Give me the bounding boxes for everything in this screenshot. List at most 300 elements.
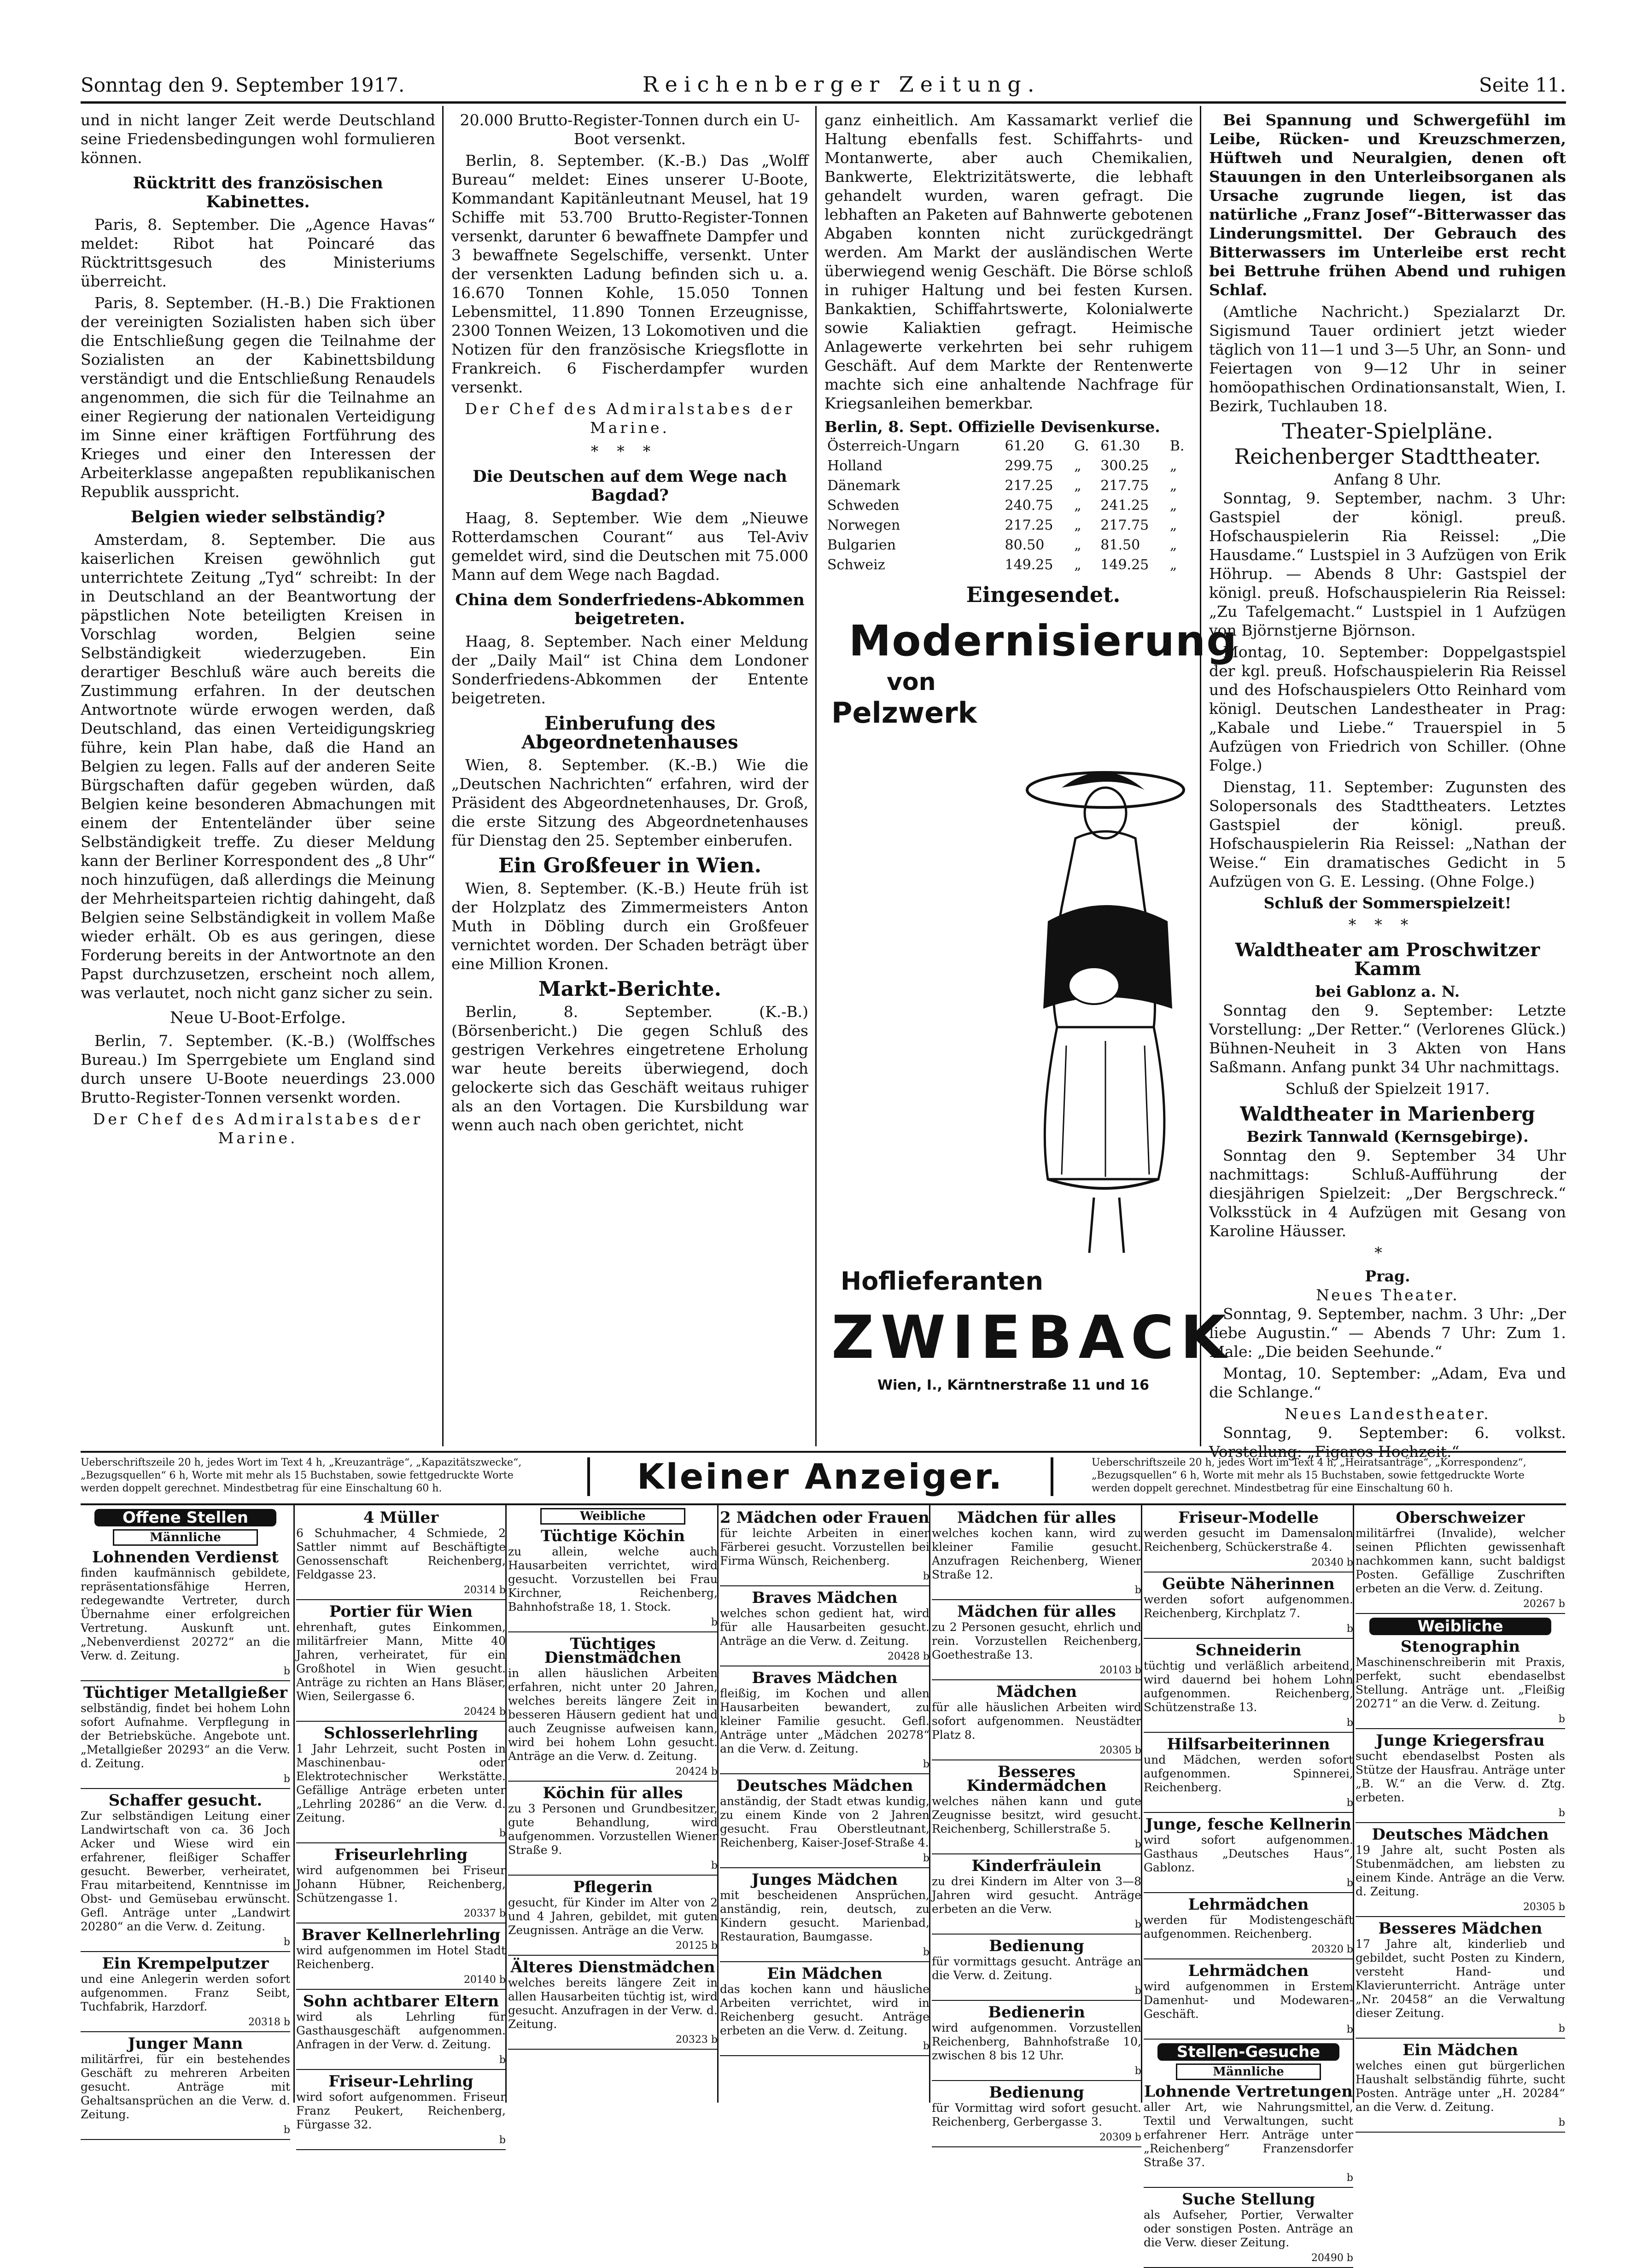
classified-ad <box>296 1726 506 1843</box>
classifieds-column <box>296 1506 506 2146</box>
classified-ad <box>508 1529 718 1632</box>
fx-row <box>824 535 1193 555</box>
classified-ad <box>81 2034 290 2140</box>
ad-body: wird sofort aufgenommen. Friseur Franz Peukert, Reichenberg, Fürgasse 32. <box>296 2090 506 2131</box>
ad-body: für leichte Arbeiten in einer Färberei gesucht. Vorzustellen bei Firma Wünsch, Reichenberg. <box>720 1526 929 1567</box>
ad-body: mit bescheidenen Ansprüchen, anständig, rein, deutsch, zu Kindern gesucht. Marienbad, Restauration, Baumgasse. <box>720 1888 929 1943</box>
classified-ad <box>296 1928 506 1990</box>
fx-row <box>824 436 1193 456</box>
article-headline: Neue U-Boot-Erfolge. <box>170 1009 346 1027</box>
classified-ad <box>720 1964 929 2056</box>
ad-title: Schneiderin <box>1195 1641 1302 1660</box>
fx-cell-v2: 241.25 <box>1100 497 1149 514</box>
classified-ad <box>1356 2043 1565 2133</box>
fx-cell-m2: B. <box>1169 438 1185 454</box>
fx-row <box>824 496 1193 515</box>
advert-headline: Modernisierung <box>848 616 1238 666</box>
classified-ad <box>1144 2082 1353 2188</box>
newspaper-title: Reichenberger Zeitung. <box>643 72 1041 97</box>
fx-cell-m2: „ <box>1169 478 1177 494</box>
fx-cell-v2: 217.75 <box>1100 517 1149 533</box>
ad-body: werden sofort aufgenommen. Reichenberg, Kirchplatz 7. <box>1144 1593 1353 1620</box>
fur-coat-illustration <box>1006 769 1200 1257</box>
ad-title: Portier für Wien <box>329 1602 473 1621</box>
ad-title: Schlosserlehrling <box>324 1724 478 1742</box>
classified-ad <box>1144 1643 1353 1733</box>
ad-number: b <box>1144 2023 1353 2040</box>
advert-product: Pelzwerk <box>831 696 977 730</box>
ad-body: wird aufgenommen bei Friseur Johann Hübner, Reichenberg, Schützengasse 1. <box>296 1864 506 1905</box>
fx-cell-m2: „ <box>1169 537 1177 553</box>
article-headline: Belgien wieder selbständig? <box>130 508 386 526</box>
ad-title: Braves Mädchen <box>752 1669 898 1687</box>
ad-number: b <box>1144 1796 1353 1813</box>
city-heading: Prag. <box>1365 1267 1410 1285</box>
fx-cell-v2: 217.75 <box>1100 478 1149 494</box>
ad-title: Köchin für alles <box>543 1784 683 1802</box>
classified-ad <box>932 1859 1141 1935</box>
ad-body: in allen häuslichen Arbeiten erfahren, nicht unter 20 Jahren, welches bereits längere Zeit in besseren Häusern gedient hat und auch Zeugnisse aufweisen kann, wird bei hohem Lohn gesucht. Anträge an die Verw. d. Zeitung. <box>508 1666 718 1763</box>
ad-title: Deutsches Mädchen <box>736 1777 913 1795</box>
ad-number: 20340 b <box>1144 1556 1353 1572</box>
article-text: Wien, 8. September. (K.-B.) Wie die „Deutschen Nachrichten“ erfahren, wird der Präsident des Abgeordnetenhauses, Dr. Groß, die erste Sitzung des Abgeordnetenhauses für Dienstag den 25. September einberufen. <box>451 756 808 849</box>
ad-number: 20267 b <box>1356 1597 1565 1614</box>
ad-number: 20309 b <box>932 2131 1141 2147</box>
classified-ad <box>932 1939 1141 2001</box>
classified-ad <box>508 1960 718 2050</box>
ad-number: 20337 b <box>296 1907 506 1923</box>
fx-row <box>824 476 1193 496</box>
ad-body: wird aufgenommen im Hotel Stadt Reichenberg. <box>296 1944 506 1971</box>
ad-body: wird als Lehrling für Gasthausgeschäft aufgenommen. Anfragen in der Verw. d. Zeitung. <box>296 2010 506 2051</box>
ad-number: b <box>296 2134 506 2150</box>
ad-body: wird sofort aufgenommen. Gasthaus „Deutsches Haus“, Gablonz. <box>1144 1833 1353 1874</box>
subsection-label: Männliche <box>1176 2063 1321 2080</box>
ad-number: 20103 b <box>932 1664 1141 1680</box>
article-text: Paris, 8. September. (H.-B.) Die Fraktionen der vereinigten Sozialisten haben sich über die Entschließung gegen die Teilnahme der Sozialisten an der Kabinettsbildung verständigt und die Entschließung Renaudels angenommen, die sich für die Teilnahme an einer Regierung der nationalen Verteidigung im Sinne einer kräftigen Fortführung des Krieges und einer den Interessen der Arbeiterklasse angepaßten republikanischen Republik ausspricht. <box>81 294 435 501</box>
ad-title: Friseurlehrling <box>334 1846 468 1864</box>
ad-body: für alle häuslichen Arbeiten wird sofort aufgenommen. Neustädter Platz 8. <box>932 1701 1141 1742</box>
ad-body: zu 3 Personen und Grundbesitzer, gute Behandlung, wird aufgenommen. Vorzustellen Wiener Straße 9. <box>508 1802 718 1857</box>
theatre-name: Waldtheater in Marienberg <box>1240 1103 1535 1125</box>
column-rule <box>293 1504 295 2103</box>
classifieds-column <box>1144 1506 1353 2264</box>
ad-title: Friseur-Modelle <box>1178 1508 1319 1527</box>
ad-number: b <box>81 1772 290 1789</box>
article-headline: China dem Sonderfriedens-Abkommen beigetreten. <box>455 590 805 628</box>
advert-hoflieferanten: Hoflieferanten <box>841 1267 1043 1296</box>
article-text: Berlin, 8. September. (K.-B.) Das „Wolff Bureau“ meldet: Eines unserer U-Boote, Kommandant Kapitänleutnant Meusel, hat 19 Schiffe mit 53.700 Brutto-Register-Tonnen versenkt, darunter 6 bewaffnete Dampfer und 3 bewaffnete Segelschiffe, versenkt. Unter der versenkten Ladung befinden sich u. a. 16.670 Tonnen Kohle, 15.050 Tonnen Lebensmittel, 11.890 Tonnen Erzeugnisse, 2300 Tonnen Weizen, 13 Lokomotiven und die Notizen für den französische Kriegsflotte in Frankreich. 6 Fischerdampfer wurden versenkt. <box>451 152 808 396</box>
fx-cell-v1: 149.25 <box>1005 557 1053 573</box>
ad-number: b <box>720 1946 929 1962</box>
classified-ad <box>1356 1825 1565 1917</box>
ad-title: Lohnende Vertretungen <box>1144 2082 1353 2101</box>
subsection-label: Weibliche <box>540 1508 685 1525</box>
ad-number: b <box>81 1665 290 1681</box>
classified-ad <box>81 1791 290 1952</box>
ad-number: b <box>720 2040 929 2056</box>
ad-body: 6 Schuhmacher, 4 Schmiede, 2 Sattler nimmt auf Beschäftigte Genossenschaft Reichenberg, Feldgasse 23. <box>296 1526 506 1581</box>
ad-number: 20320 b <box>1144 1943 1353 1959</box>
theatre-name: Neues Landestheater. <box>1285 1405 1490 1423</box>
ad-body: Maschinenschreiberin mit Praxis, perfekt, sucht ebendaselbst Stellung. Anträge unt. „Fleißig 20271“ an die Verw. d. Zeitung. <box>1356 1655 1565 1710</box>
section-separator: *** <box>590 442 669 460</box>
article-column-4 <box>1209 111 1566 1461</box>
ad-number: b <box>1356 1806 1565 1823</box>
program-entry: Sonntag, 9. September, nachm. 3 Uhr: Gastspiel der königl. preuß. Hofschauspielerin Ria Reissel: „Die Hausdame.“ Lustspiel in 3 Aufzügen von Erik Höhrup. — Abends 8 Uhr: Gastspiel der königl. preuß. Hofschauspielerin Ria Reissel: „Zu Tafelgemacht.“ Lustspiel in 1 Aufzügen von Björnstjerne Björnson. <box>1209 489 1566 639</box>
ad-body: ehrenhaft, gutes Einkommen, militärfreier Mann, Mitte 40 Jahren, verheiratet, für ein Großhotel in Wien gesucht. Anträge zu richten an Hans Bläser, Wien, Seilergasse 6. <box>296 1620 506 1703</box>
ad-title: Deutsches Mädchen <box>1372 1825 1549 1844</box>
ad-title: Tüchtiges Dienstmädchen <box>544 1635 682 1667</box>
article-headline: Die Deutschen auf dem Wege nach Bagdad? <box>473 467 787 505</box>
ad-body: als Aufseher, Portier, Verwalter oder sonstigen Posten. Anträge an die Verw. dieser Zeitung. <box>1144 2208 1353 2249</box>
fx-cell-m2: „ <box>1169 557 1177 573</box>
article-text: und in nicht langer Zeit werde Deutschland seine Friedensbedingungen wohl formulieren können. <box>81 111 435 167</box>
ad-number: 20305 b <box>932 1744 1141 1760</box>
theatre-name: Neues Theater. <box>1316 1286 1459 1304</box>
ad-number: 20490 b <box>1144 2251 1353 2268</box>
ad-body: 17 Jahre alt, kinderlieb und gebildet, sucht Posten zu Kindern, versteht Hand- und Klavierunterricht. Anträge unter „Nr. 20458“ an die Verwaltung dieser Zeitung. <box>1356 1937 1565 2020</box>
classified-ad <box>932 1508 1141 1600</box>
ad-number: b <box>1144 1876 1353 1893</box>
fx-cell-v1: 80.50 <box>1005 537 1045 553</box>
ad-number: b <box>81 2123 290 2140</box>
article-text: Berlin, 8. September. (K.-B.) (Börsenbericht.) Die gegen Schluß des gestrigen Verkehres eingetretene Erholung war heute bereits überwiegend, doch gelockerte sich das Geschäft weitaus ruhiger als an den Vortagen. Die Kursbildung war wenn auch nach oben gerichtet, nicht <box>451 1003 808 1134</box>
ad-number: b <box>1356 2022 1565 2039</box>
classified-ad <box>81 1683 290 1789</box>
article-text: 20.000 Brutto-Register-Tonnen durch ein U-Boot versenkt. <box>460 111 800 148</box>
classified-ad <box>1356 1731 1565 1823</box>
classified-ad <box>296 2072 506 2150</box>
classified-ad <box>1144 1577 1353 1639</box>
classified-ad <box>1356 1508 1565 1614</box>
fx-row <box>824 456 1193 476</box>
program-entry: Sonntag den 9. September 34 Uhr nachmittags: Schluß-Aufführung der diesjährigen Spielzeit: „Der Bergschreck.“ Volksstück in 4 Aufzügen mit Gesang von Karoline Häusser. <box>1209 1146 1566 1240</box>
article-column-3 <box>824 111 1193 571</box>
ad-number: 20140 b <box>296 1973 506 1990</box>
ad-body: für vormittags gesucht. Anträge an die Verw. d. Zeitung. <box>932 1955 1141 1982</box>
ad-title: Ein Mädchen <box>1403 2041 1518 2059</box>
fx-cell-m: „ <box>1074 537 1081 553</box>
ad-body: welches bereits längere Zeit in allen Hausarbeiten tüchtig ist, wird gesucht. Anzufragen in der Verw. d. Zeitung. <box>508 1976 718 2031</box>
ad-number: b <box>296 2053 506 2070</box>
ad-number: b <box>296 1827 506 1843</box>
ad-title: Mädchen für alles <box>957 1602 1116 1621</box>
fx-cell-name: Dänemark <box>827 478 900 494</box>
fx-cell-v1: 299.75 <box>1005 458 1053 474</box>
article-headline: Rücktritt des französischen Kabinettes. <box>133 174 383 211</box>
ad-title: Bedienung <box>989 2083 1084 2102</box>
classified-ad <box>296 1848 506 1923</box>
ad-body: und Mädchen, werden sofort aufgenommen. Spinnerei, Reichenberg. <box>1144 1753 1353 1794</box>
ad-number: b <box>932 2064 1141 2081</box>
fx-cell-m: G. <box>1074 438 1089 454</box>
ad-body: zu allein, welche auch Hausarbeiten verrichtet, wird gesucht. Vorzustellen bei Frau Kirchner, Reichenberg, Bahnhofstraße 18, 1. Stock. <box>508 1545 718 1613</box>
start-time: Anfang 8 Uhr. <box>1333 470 1442 488</box>
ad-number: 20125 b <box>508 1939 718 1956</box>
theatre-name: Reichenberger Stadttheater. <box>1234 444 1541 469</box>
ad-title: Pflegerin <box>573 1878 653 1896</box>
article-text: Paris, 8. September. Die „Agence Havas“ meldet: Ribot hat Poincaré das Rücktrittsgesuch des Ministeriums überreicht. <box>81 216 435 290</box>
program-entry: Montag, 10. September: Doppelgastspiel der kgl. preuß. Hofschauspielerin Ria Reissel und des Hofschauspielers Otto Reinhard vom königl. Deutschen Landestheater in Prag: „Kabale und Liebe.“ Trauerspiel in 5 Aufzügen von Friedrich von Schiller. (Ohne Folge.) <box>1209 643 1566 774</box>
fx-cell-m2: „ <box>1169 497 1177 514</box>
ad-title: Besseres Mädchen <box>1378 1919 1543 1938</box>
fx-cell-v1: 61.20 <box>1005 438 1045 454</box>
ad-body: zu 2 Personen gesucht, ehrlich und rein. Vorzustellen Reichenberg, Goethestraße 13. <box>932 1620 1141 1661</box>
ad-title: Geübte Näherinnen <box>1162 1575 1335 1593</box>
fx-cell-v1: 240.75 <box>1005 497 1053 514</box>
page-number: Seite 11. <box>1479 74 1566 96</box>
ad-body: Zur selbständigen Leitung einer Landwirtschaft von ca. 36 Joch Acker und Wiese wird ein erfahrener, fleißiger Schaffer gesucht. Bewerber, verheiratet, Frau mitarbeitend, Kenntnisse im Obst- und Gemüsebau erwünscht. Gefl. Anträge unter „Landwirt 20280“ an die Verw. d. Zeitung. <box>81 1809 290 1933</box>
fx-table <box>824 436 1193 575</box>
ad-number: b <box>1144 2171 1353 2188</box>
ad-title: Älteres Dienstmädchen <box>510 1958 715 1976</box>
ad-number: b <box>720 1570 929 1586</box>
classified-ad <box>932 1765 1141 1854</box>
ad-title: Bedienerin <box>988 2003 1085 2022</box>
classifieds-column <box>932 1506 1141 2143</box>
ad-body: wird aufgenommen. Vorzustellen Reichenberg, Bahnhofstraße 10, zwischen 8 bis 12 Uhr. <box>932 2021 1141 2062</box>
ad-number: b <box>1356 2116 1565 2133</box>
classified-ad <box>508 1637 718 1782</box>
pricing-note: Ueberschriftszeile 20 h, jedes Wort im Text 4 h, „Kreuzanträge“, „Kapazitätszwecke“, „Bezugsquellen“ 6 h, Worte mit mehr als 15 Buchstaben, sowie fettgedruckte Worte werden doppelt gerechnet. Mindestbetrag für eine Einschaltung 60 h. <box>81 1457 522 1494</box>
article-text: Haag, 8. September. Nach einer Meldung der „Daily Mail“ ist China dem Londoner Sonderfriedens-Abkommen der Entente beigetreten. <box>451 632 808 707</box>
article-headline: Markt-Berichte. <box>538 977 721 1001</box>
ad-body: militärfrei (Invalide), welcher seinen Pflichten gewissenhaft nachkommen kann, sucht baldigst Posten. Gefällige Zuschriften erbeten an die Verw. d. Zeitung. <box>1356 1526 1565 1595</box>
ad-body: für Vormittag wird sofort gesucht. Reichenberg, Gerbergasse 3. <box>932 2101 1141 2128</box>
fx-cell-v2: 300.25 <box>1100 458 1149 474</box>
advert-von: von <box>887 668 936 696</box>
section-separator: * <box>1374 1244 1401 1262</box>
classifieds-column <box>508 1506 718 2105</box>
fx-cell-m: „ <box>1074 557 1081 573</box>
ad-title: Ein Krempelputzer <box>102 1954 269 1973</box>
ad-body: 1 Jahr Lehrzeit, sucht Posten in Maschinenbau- oder Elektrotechnischer Werkstätte. Gefällige Anträge erbeten unter „Lehrling 20286“ an die Verw. d. Zeitung. <box>296 1742 506 1824</box>
theatre-location: Bezirk Tannwald (Kernsgebirge). <box>1246 1128 1529 1146</box>
advertisement-zwieback <box>813 576 1274 1405</box>
ad-body: anständig, der Stadt etwas kundig, zu einem Kinde von 2 Jahren gesucht. Frau Oberstleutnant, Reichenberg, Kaiser-Josef-Straße 4. <box>720 1795 929 1849</box>
article-column-1 <box>81 111 435 1446</box>
classified-ad <box>932 2083 1141 2147</box>
ad-title: Lehrmädchen <box>1188 1895 1309 1914</box>
fx-table-title: Berlin, 8. Sept. Offizielle Devisenkurse. <box>824 418 1160 436</box>
ad-body: tüchtig und verläßlich arbeitend, wird dauernd bei hohem Lohn aufgenommen. Reichenberg, Schützenstraße 13. <box>1144 1659 1353 1714</box>
section-separator: *** <box>1348 916 1427 934</box>
article-signature: Der Chef des Admiralstabes der Marine. <box>465 400 795 437</box>
ad-title: Friseur-Lehrling <box>328 2072 473 2091</box>
ad-title: Stenographin <box>1400 1637 1520 1656</box>
ad-number: 20305 b <box>1356 1900 1565 1917</box>
fx-row <box>824 515 1193 535</box>
ad-body: zu drei Kindern im Alter von 3—8 Jahren wird gesucht. Anträge erbeten an die Verw. <box>932 1875 1141 1916</box>
ad-body: welches einen gut bürgerlichen Haushalt selbständig führte, sucht Posten. Anträge unter „H. 20284“ an die Verw. d. Zeitung. <box>1356 2059 1565 2114</box>
ad-body: finden kaufmännisch gebildete, repräsentationsfähige Herren, redegewandte Vertreter, durch Übernahme einer erfolgreichen Vertretung. Auskunft unt. „Nebenverdienst 20272“ an die Verw. d. Zeitung. <box>81 1566 290 1662</box>
article-text: Amsterdam, 8. September. Die aus kaiserlichen Kreisen gewöhnlich gut unterrichtete Zeitung „Tyd“ schreibt: In der in Deutschland an der Beantwortung der päpstlichen Note beteiligten Kreisen in Vorschlag worden, Belgien seine Selbständigkeit wiederzugeben. Ein derartiger Beschluß wäre auch bereits die Zustimmung erfahren. In der deutschen Antwortnote würde erwogen werden, daß Deutschland, das einen Verteidigungskrieg führe, kein Plan habe, daß die Hand an Belgien zu legen. Falls auf der anderen Seite Bürgschaften dafür gegeben würden, daß Belgien keine besonderen Abmachungen mit einem der Ententeländer über seine Selbständigkeit treffe. Zu dieser Meldung kann der Berliner Korrespondent des „8 Uhr“ noch hinzufügen, daß allerdings die Meinung der Mehrheitsparteien richtig dahingeht, daß Belgien seine Selbständigkeit in vollem Maße wieder erhält. Ob es aus geringen, diese Forderung bereits in der Antwortnote an den Papst durchzusetzen, erscheint noch allem, was verlautet, noch nicht ganz sicher zu sein. <box>81 531 435 1002</box>
ad-number: b <box>81 1935 290 1952</box>
classified-ad <box>720 1873 929 1962</box>
classified-ad <box>296 1994 506 2070</box>
ad-title: Braves Mädchen <box>752 1589 898 1607</box>
ad-title: Oberschweizer <box>1396 1508 1525 1527</box>
ad-body: welches schon gedient hat, wird für alle Hausarbeiten gesucht. Anträge an die Verw. d. Zeitung. <box>720 1607 929 1648</box>
ad-number: 20424 b <box>508 1765 718 1782</box>
fx-cell-name: Schweiz <box>827 557 885 573</box>
classifieds-header <box>81 1451 1566 1505</box>
pricing-note: Ueberschriftszeile 20 h, jedes Wort im Text 4 h, „Heiratsanträge“, „Korrespondenz“, „Bezugsquellen“ 6 h, Worte mit mehr als 15 Buchstaben, sowie fettgedruckte Worte werden doppelt gerechnet. Mindestbetrag für eine Einschaltung 60 h. <box>1092 1457 1526 1494</box>
ad-body: aller Art, wie Nahrungsmittel, Textil und Verwaltungen, sucht erfahrener Herr. Anträge unter „Reichenberg“ Franzensdorfer Straße 37. <box>1144 2100 1353 2169</box>
ad-title: Mädchen <box>996 1683 1077 1701</box>
classified-ad <box>1144 1895 1353 1959</box>
advert-company: ZWIEBACK <box>831 1304 1233 1372</box>
fx-cell-v1: 217.25 <box>1005 478 1053 494</box>
article-text: Bei Spannung und Schwergefühl im Leibe, Rücken- und Kreuzschmerzen, Hüftweh und Neuralgien, denen oft Stauungen in den Unterleibsorganen als Ursache zugrunde liegen, ist das natürliche „Franz Josef“-Bitterwasser das Linderungsmittel. Der Gebrauch des Bitterwassers im Unterleibe erst recht bei Bettruhe frühen Abend und ruhigen Schlaf. <box>1209 111 1566 299</box>
classified-ad <box>1144 1508 1353 1572</box>
masthead <box>81 69 1566 104</box>
ad-number: b <box>508 1859 718 1876</box>
article-text: (Amtliche Nachricht.) Spezialarzt Dr. Sigismund Tauer ordiniert jetzt wieder täglich von 11—1 und 3—5 Uhr, an Sonn- und Feiertagen von 9—12 Uhr in seiner homöopathischen Ordinationsanstalt, Wien, I. Bezirk, Tuchlauben 18. <box>1209 303 1566 415</box>
ad-body: fleißig, im Kochen und allen Hausarbeiten bewandert, zu kleiner Familie gesucht. Gefl. Anträge unter „Mädchen 20278“ an die Verw. d. Zeitung. <box>720 1687 929 1755</box>
ad-body: werden für Modistengeschäft aufgenommen. Reichenberg. <box>1144 1913 1353 1941</box>
ad-body: militärfrei, für ein bestehendes Geschäft zu mehreren Arbeiten gesucht. Anträge mit Gehaltsansprüchen an die Verw. d. Zeitung. <box>81 2052 290 2121</box>
classified-ad <box>720 1671 929 1774</box>
ad-body: wird aufgenommen in Erstem Damenhut- und Modewaren-Geschäft. <box>1144 1980 1353 2021</box>
fx-cell-name: Österreich-Ungarn <box>827 438 960 454</box>
classified-ad <box>1144 1964 1353 2040</box>
ad-title: Junges Mädchen <box>751 1871 898 1889</box>
ad-title: Mädchen für alles <box>957 1508 1116 1527</box>
ad-body: welches kochen kann, wird zu kleiner Familie gesucht. Anzufragen Reichenberg, Wiener Straße 12. <box>932 1526 1141 1581</box>
ad-title: Junge Kriegersfrau <box>1376 1731 1545 1750</box>
fx-cell-m: „ <box>1074 458 1081 474</box>
fx-cell-v2: 61.30 <box>1100 438 1140 454</box>
ad-title: Kinderfräulein <box>971 1857 1102 1875</box>
ad-body: welches nähen kann und gute Zeugnisse besitzt, wird gesucht. Reichenberg, Schillerstraße 5. <box>932 1795 1141 1835</box>
fx-cell-name: Schweden <box>827 497 900 514</box>
program-entry: Sonntag, 9. September: 6. volkst. Vorstellung: „Figaros Hochzeit.“ <box>1209 1424 1566 1461</box>
ad-number: b <box>932 1918 1141 1935</box>
classifieds-column <box>81 1506 290 2136</box>
classified-ad <box>1356 1919 1565 2039</box>
classified-ad <box>720 1779 929 1868</box>
article-headline: Einberufung des Abgeordnetenhauses <box>521 713 738 753</box>
ad-number: 20314 b <box>296 1584 506 1600</box>
theatre-name: Waldtheater am Proschwitzer Kamm <box>1235 939 1540 980</box>
subsection-label: Männliche <box>113 1529 258 1546</box>
ad-title: Lohnenden Verdienst <box>92 1548 279 1567</box>
ad-number: 20323 b <box>508 2033 718 2050</box>
fx-cell-m2: „ <box>1169 517 1177 533</box>
classified-ad <box>1144 2192 1353 2268</box>
ad-number: b <box>1144 1622 1353 1639</box>
classified-ad <box>932 2005 1141 2081</box>
ad-title: 2 Mädchen oder Frauen <box>720 1508 929 1527</box>
ad-number: b <box>932 1838 1141 1854</box>
ad-number: b <box>508 1616 718 1632</box>
ad-title: Tüchtige Köchin <box>540 1527 685 1545</box>
ad-title: Lehrmädchen <box>1188 1962 1309 1980</box>
ad-body: selbständig, findet bei hohem Lohn sofort Aufnahme. Verpflegung in der Betriebsküche. Angebote unt. „Metallgießer 20293“ an die Verw. d. Zeitung. <box>81 1701 290 1770</box>
ad-body: gesucht, für Kinder im Alter von 2 und 4 Jahren, gebildet, mit guten Zeugnissen. Anträge an die Verw. <box>508 1896 718 1937</box>
article-text: Haag, 8. September. Wie dem „Nieuwe Rotterdamschen Courant“ aus Tel-Aviv gemeldet wird, sind die Deutschen mit 75.000 Mann auf dem Wege nach Bagdad. <box>451 509 808 584</box>
ad-title: 4 Müller <box>363 1508 439 1527</box>
ad-title: Junge, fesche Kellnerin <box>1145 1815 1352 1834</box>
section-label: Weibliche <box>1369 1618 1551 1635</box>
classified-ad <box>81 1954 290 2032</box>
fx-cell-v2: 81.50 <box>1100 537 1140 553</box>
classified-ad <box>1356 1637 1565 1729</box>
advert-address: Wien, I., Kärntnerstraße 11 und 16 <box>877 1377 1149 1393</box>
theatre-location: bei Gablonz a. N. <box>1315 982 1460 1000</box>
fx-cell-name: Bulgarien <box>827 537 896 553</box>
ad-body: 19 Jahre alt, sucht Posten als Stubenmädchen, am liebsten zu einem Kinde. Anträge an die Verw. d. Zeitung. <box>1356 1843 1565 1898</box>
article-text: ganz einheitlich. Am Kassamarkt verlief die Haltung ebenfalls fest. Schiffahrts- und Montanwerte, aber auch Chemikalien, Bankwerte, Elektrizitätswerte, die lebhaft gehandelt wurden, waren gefragt. Die lebhaften an Paketen auf Bahnwerte gebotenen Abgaben konnten nicht zurückgedrängt werden. Am Markt der ausländischen Werte überwiegend wenig Geschäft. Die Börse schloß in ruhiger Haltung und bei festen Kursen. Bankaktien, Schiffahrtswerte, Kolonialwerte sowie Kaliaktien gefragt. Heimische Anlagewerte verkehrten bei sehr ruhigem Geschäft. Auf dem Markte der Rentenwerte machte sich eine anhaltende Nachfrage für Kriegsanleihen bemerkbar. <box>824 111 1193 412</box>
section-headline: Theater-Spielpläne. <box>1282 419 1493 444</box>
classified-ad <box>296 1508 506 1600</box>
ad-title: Hilfsarbeiterinnen <box>1167 1735 1330 1754</box>
article-signature: Der Chef des Admiralstabes der Marine. <box>93 1110 423 1147</box>
ad-body: werden gesucht im Damensalon Reichenberg, Schückerstraße 4. <box>1144 1526 1353 1554</box>
classified-ad <box>508 1786 718 1876</box>
ad-number: 20428 b <box>720 1650 929 1666</box>
ad-title: Junger Mann <box>128 2034 243 2053</box>
ad-body: sucht ebendaselbst Posten als Stütze der Hausfrau. Anträge unter „B. W.“ an die Verw. d. Ztg. erbeten. <box>1356 1749 1565 1804</box>
ad-number: b <box>720 1758 929 1774</box>
program-entry: Sonntag den 9. September: Letzte Vorstellung: „Der Retter.“ (Verlorenes Glück.) Bühnen-Neuheit in 3 Akten von Hans Saßmann. Anfang punkt 34 Uhr nachmittags. <box>1209 1001 1566 1076</box>
classifieds-title: Kleiner Anzeiger. <box>587 1457 1053 1496</box>
classified-ad <box>720 1508 929 1586</box>
ad-title: Suche Stellung <box>1181 2190 1315 2209</box>
article-column-2 <box>451 111 808 1446</box>
ad-title: Bedienung <box>989 1937 1084 1955</box>
fx-row <box>824 555 1193 575</box>
fx-cell-m2: „ <box>1169 458 1177 474</box>
season-end: Schluß der Sommerspielzeit! <box>1263 894 1512 912</box>
classified-ad <box>932 1602 1141 1680</box>
column-rule <box>442 106 444 1446</box>
fx-cell-m: „ <box>1074 478 1081 494</box>
classified-ad <box>1144 1737 1353 1813</box>
fx-cell-m: „ <box>1074 497 1081 514</box>
fx-cell-name: Norwegen <box>827 517 900 533</box>
ad-number: b <box>932 1984 1141 2001</box>
article-headline: Ein Großfeuer in Wien. <box>498 854 762 877</box>
issue-date: Sonntag den 9. September 1917. <box>81 74 405 96</box>
section-label: Stellen-Gesuche <box>1157 2043 1339 2061</box>
fx-cell-m: „ <box>1074 517 1081 533</box>
classified-ad <box>296 1602 506 1722</box>
ad-number: b <box>932 1584 1141 1600</box>
ad-number: b <box>1356 1713 1565 1729</box>
ad-title: Sohn achtbarer Eltern <box>303 1992 499 2011</box>
fx-cell-v2: 149.25 <box>1100 557 1149 573</box>
program-entry: Sonntag, 9. September, nachm. 3 Uhr: „Der liebe Augustin.“ — Abends 7 Uhr: Zum 1. Male: „Die beiden Seehunde.“ <box>1209 1305 1566 1361</box>
article-text: Berlin, 7. September. (K.-B.) (Wolffsches Bureau.) Im Sperrgebiete um England sind durch unsere U-Boote neuerdings 23.000 Brutto-Register-Tonnen versenkt worden. <box>81 1032 435 1106</box>
classified-ad <box>508 1880 718 1956</box>
advert-label: Eingesendet. <box>966 582 1121 607</box>
program-entry: Montag, 10. September: „Adam, Eva und die Schlange.“ <box>1209 1364 1566 1401</box>
classified-ad <box>81 1550 290 1681</box>
ad-title: Schaffer gesucht. <box>108 1791 263 1810</box>
newspaper-page <box>81 69 1566 2264</box>
fx-cell-name: Holland <box>827 458 882 474</box>
season-end: Schluß der Spielzeit 1917. <box>1285 1080 1490 1098</box>
ad-body: das kochen kann und häusliche Arbeiten verrichtet, wird in Reichenberg gesucht. Anträge erbeten an die Verw. d. Zeitung. <box>720 1982 929 2037</box>
ad-number: b <box>720 1852 929 1868</box>
ad-title: Ein Mädchen <box>767 1964 882 1983</box>
classifieds-column <box>720 1506 929 2105</box>
article-text: Wien, 8. September. (K.-B.) Heute früh ist der Holzplatz des Zimmermeisters Anton Muth in Döbling durch ein Großfeuer vernichtet worden. Der Schaden beträgt über eine Million Kronen. <box>451 879 808 973</box>
ad-number: 20424 b <box>296 1705 506 1722</box>
